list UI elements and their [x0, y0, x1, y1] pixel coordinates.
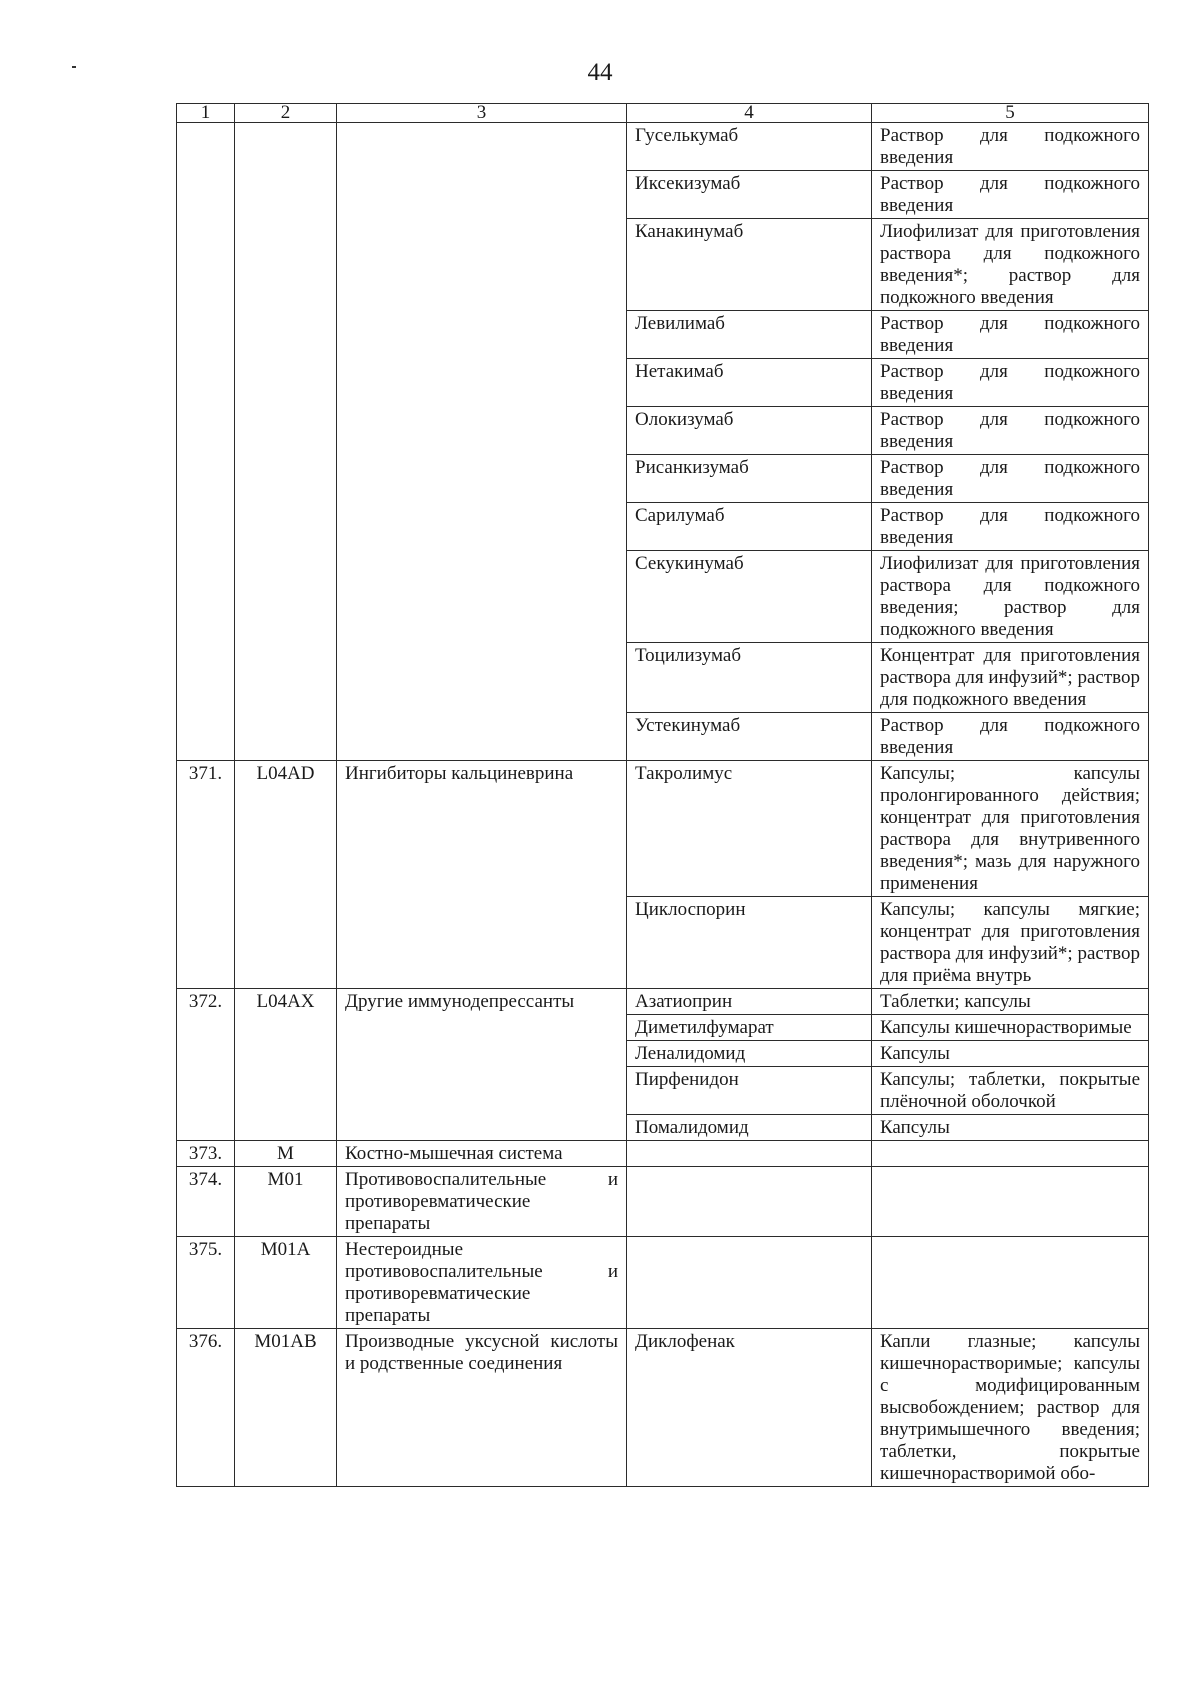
dosage-form-cell: Капсулы кишечнорастворимые — [872, 1015, 1149, 1041]
row-number-cell: 373. — [177, 1141, 235, 1167]
atc-code-cell: M01A — [235, 1237, 337, 1329]
dosage-form-cell: Раствор для подкожного введения — [872, 407, 1149, 455]
atc-code-cell: M01 — [235, 1167, 337, 1237]
drug-name-cell: Устекинумаб — [627, 713, 872, 761]
dosage-form-cell: Раствор для подкожного введения — [872, 311, 1149, 359]
group-description-cell: Ингибиторы кальциневрина — [337, 761, 627, 989]
dosage-form-cell: Раствор для подкожного введения — [872, 123, 1149, 171]
medication-table — [176, 103, 1149, 1487]
dosage-form-cell: Капсулы; капсулы мягкие; концентрат для приготовления раствора для инфузий*; раствор для приёма внутрь — [872, 897, 1149, 989]
dosage-form-cell: Лиофилизат для приготовления раствора для подкожного введения; раствор для подкожного введения — [872, 551, 1149, 643]
dosage-form-cell — [872, 1141, 1149, 1167]
dosage-form-cell — [872, 1237, 1149, 1329]
drug-name-cell — [627, 1167, 872, 1237]
dosage-form-cell: Раствор для подкожного введения — [872, 503, 1149, 551]
drug-name-cell: Левилимаб — [627, 311, 872, 359]
page-number: 44 — [587, 59, 613, 86]
drug-name-cell: Леналидомид — [627, 1041, 872, 1067]
drug-name-cell: Иксекизумаб — [627, 171, 872, 219]
row-number-cell: 374. — [177, 1167, 235, 1237]
table-row — [177, 761, 1149, 897]
drug-name-cell: Тоцилизумаб — [627, 643, 872, 713]
drug-name-cell: Пирфенидон — [627, 1067, 872, 1115]
table-row — [177, 1141, 1149, 1167]
drug-name-cell: Олокизумаб — [627, 407, 872, 455]
dosage-form-cell: Лиофилизат для приготовления раствора для подкожного введения*; раствор для подкожного введения — [872, 219, 1149, 311]
row-number-cell: 371. — [177, 761, 235, 989]
atc-code-cell: M — [235, 1141, 337, 1167]
header-col-3: 3 — [337, 104, 627, 123]
drug-name-cell — [627, 1141, 872, 1167]
dosage-form-cell: Раствор для подкожного введения — [872, 713, 1149, 761]
row-number-cell: 375. — [177, 1237, 235, 1329]
group-description-cell: Нестероидные противовоспалительные и противоревматические препараты — [337, 1237, 627, 1329]
atc-code-cell: L04AX — [235, 989, 337, 1141]
drug-name-cell: Гуселькумаб — [627, 123, 872, 171]
group-description-cell — [337, 123, 627, 761]
atc-code-cell — [235, 123, 337, 761]
dosage-form-cell: Концентрат для приготовления раствора для инфузий*; раствор для подкожного введения — [872, 643, 1149, 713]
atc-code-cell: L04AD — [235, 761, 337, 989]
table-body — [177, 104, 1149, 1487]
header-col-5: 5 — [872, 104, 1149, 123]
dosage-form-cell — [872, 1167, 1149, 1237]
drug-name-cell: Нетакимаб — [627, 359, 872, 407]
dosage-form-cell: Раствор для подкожного введения — [872, 359, 1149, 407]
table-row — [177, 1237, 1149, 1329]
group-description-cell: Противовоспалительные и противоревматические препараты — [337, 1167, 627, 1237]
table-row — [177, 123, 1149, 171]
dosage-form-cell: Раствор для подкожного введения — [872, 455, 1149, 503]
group-description-cell: Костно-мышечная система — [337, 1141, 627, 1167]
drug-name-cell: Сарилумаб — [627, 503, 872, 551]
drug-name-cell: Циклоспорин — [627, 897, 872, 989]
drug-name-cell — [627, 1237, 872, 1329]
drug-name-cell: Диклофенак — [627, 1329, 872, 1487]
dosage-form-cell: Капсулы — [872, 1041, 1149, 1067]
row-number-cell: 372. — [177, 989, 235, 1141]
dosage-form-cell: Таблетки; капсулы — [872, 989, 1149, 1015]
dosage-form-cell: Капсулы — [872, 1115, 1149, 1141]
header-col-4: 4 — [627, 104, 872, 123]
dosage-form-cell: Раствор для подкожного введения — [872, 171, 1149, 219]
table-row — [177, 1329, 1149, 1487]
dosage-form-cell: Капли глазные; капсулы кишечнорастворимые; капсулы с модифицированным высвобождением; раствор для внутримышечного введения; таблетки, покрытые кишечнорастворимой обо- — [872, 1329, 1149, 1487]
dosage-form-cell: Капсулы; капсулы пролонгированного действия; концентрат для приготовления раствора для внутривенного введения*; мазь для наружного применения — [872, 761, 1149, 897]
dosage-form-cell: Капсулы; таблетки, покрытые плёночной оболочкой — [872, 1067, 1149, 1115]
header-col-1: 1 — [177, 104, 235, 123]
drug-name-cell: Секукинумаб — [627, 551, 872, 643]
scan-mark — [72, 66, 76, 68]
group-description-cell: Производные уксусной кислоты и родственные соединения — [337, 1329, 627, 1487]
drug-name-cell: Помалидомид — [627, 1115, 872, 1141]
drug-name-cell: Канакинумаб — [627, 219, 872, 311]
atc-code-cell: M01AB — [235, 1329, 337, 1487]
row-number-cell: 376. — [177, 1329, 235, 1487]
drug-name-cell: Рисанкизумаб — [627, 455, 872, 503]
drug-name-cell: Диметилфумарат — [627, 1015, 872, 1041]
row-number-cell — [177, 123, 235, 761]
table-row — [177, 1167, 1149, 1237]
drug-name-cell: Такролимус — [627, 761, 872, 897]
header-col-2: 2 — [235, 104, 337, 123]
group-description-cell: Другие иммунодепрессанты — [337, 989, 627, 1141]
table-row — [177, 989, 1149, 1015]
header-row — [177, 104, 1149, 123]
drug-name-cell: Азатиоприн — [627, 989, 872, 1015]
